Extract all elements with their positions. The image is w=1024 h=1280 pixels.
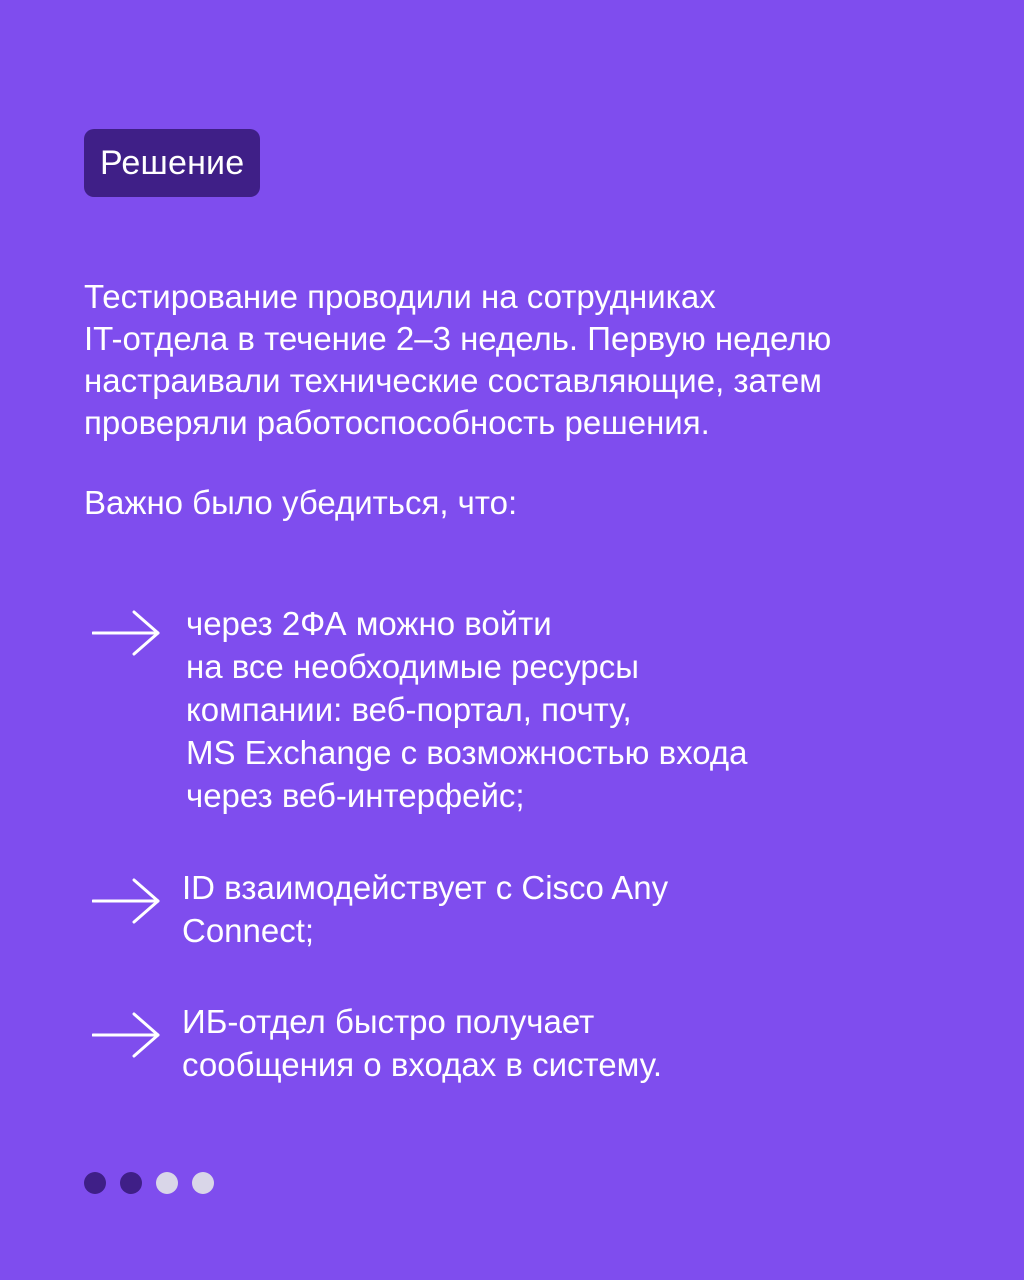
section-badge [84,129,260,197]
section-badge-label: Решение [100,143,245,182]
arrow-right-icon [92,1012,162,1058]
list-item-text [186,602,748,817]
list-item-line: на все необходимые ресурсы [186,648,639,685]
intro-line: настраивали технические составляющие, затем [84,362,822,399]
pagination-dot[interactable] [120,1172,142,1194]
pagination-dots [84,1172,214,1194]
arrow-right-icon [92,878,162,924]
list-item-text [182,1000,662,1086]
list-item [92,1000,662,1086]
list-item [92,866,668,952]
pagination-dot[interactable] [156,1172,178,1194]
list-item-line: компании: веб-портал, почту, [186,691,632,728]
intro-line: проверяли работоспособность решения. [84,404,710,441]
arrow-right-icon [92,610,162,656]
intro-paragraph [84,276,964,444]
list-item-line: Connect; [182,912,315,949]
intro-line: IT-отдела в течение 2–3 недель. Первую неделю [84,320,832,357]
list-item-text [182,866,668,952]
lead-text: Важно было убедиться, что: [84,484,518,521]
list-item-line: ИБ-отдел быстро получает [182,1003,595,1040]
pagination-dot[interactable] [84,1172,106,1194]
list-item-line: MS Exchange с возможностью входа [186,734,748,771]
list-item-line: ID взаимодействует с Cisco Any [182,869,669,906]
list-item [92,602,748,817]
list-item-line: сообщения о входах в систему. [182,1046,663,1083]
list-item-line: через веб-интерфейс; [186,777,525,814]
intro-line: Тестирование проводили на сотрудниках [84,278,716,315]
pagination-dot[interactable] [192,1172,214,1194]
list-item-line: через 2ФА можно войти [186,605,552,642]
